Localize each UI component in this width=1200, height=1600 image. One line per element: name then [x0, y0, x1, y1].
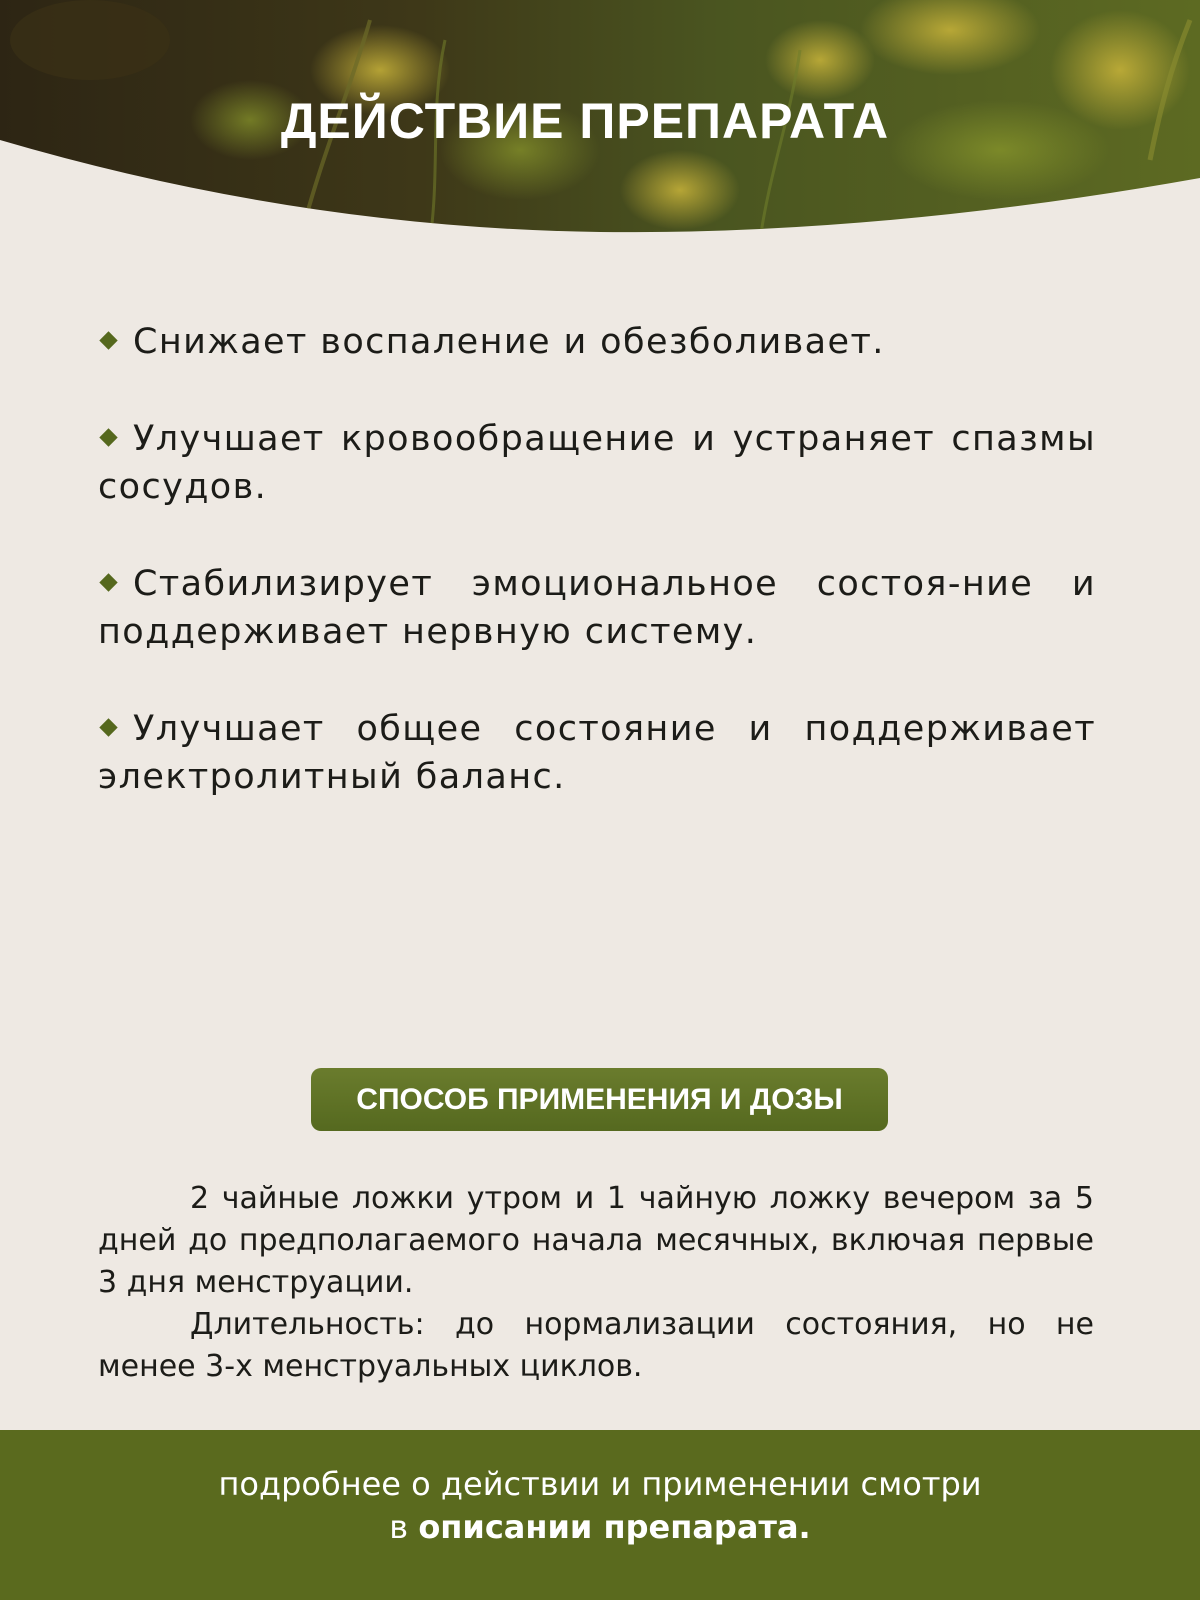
benefit-item — [98, 705, 1096, 801]
benefit-text: Стабилизирует эмоциональное состоя-ние и поддерживает нервную систему. — [98, 564, 1096, 652]
diamond-bullet-icon — [99, 331, 117, 349]
dosage-section-badge: СПОСОБ ПРИМЕНЕНИЯ И ДОЗЫ — [311, 1068, 888, 1131]
dosage-paragraph-2: Длительность: до нормализации состояния, но не менее 3-х менструальных циклов. — [98, 1307, 1094, 1384]
dosage-text — [98, 1178, 1094, 1388]
footer-banner — [0, 1430, 1200, 1600]
benefits-list — [98, 318, 1096, 850]
benefit-item — [98, 560, 1096, 656]
diamond-bullet-icon — [99, 718, 117, 736]
benefit-text: Улучшает кровообращение и устраняет спазмы сосудов. — [98, 419, 1096, 507]
diamond-bullet-icon — [99, 573, 117, 591]
benefit-text: Улучшает общее состояние и поддерживает электролитный баланс. — [98, 709, 1096, 797]
footer-line-2-bold: описании препарата. — [418, 1508, 811, 1546]
header-banner — [0, 0, 1200, 240]
benefit-text: Снижает воспаление и обезболивает. — [133, 322, 885, 362]
diamond-bullet-icon — [99, 428, 117, 446]
footer-line-2-prefix: в — [389, 1508, 409, 1546]
benefit-item — [98, 415, 1096, 511]
page-title: ДЕЙСТВИЕ ПРЕПАРАТА — [280, 93, 890, 149]
footer-line-1: подробнее о действии и применении смотри — [218, 1465, 982, 1503]
benefit-item — [98, 318, 1096, 366]
dosage-paragraph-1: 2 чайные ложки утром и 1 чайную ложку вечером за 5 дней до предполагаемого начала месячных, включая первые 3 дня менструации. — [98, 1181, 1094, 1300]
footer-line-2 — [0, 1506, 1200, 1549]
